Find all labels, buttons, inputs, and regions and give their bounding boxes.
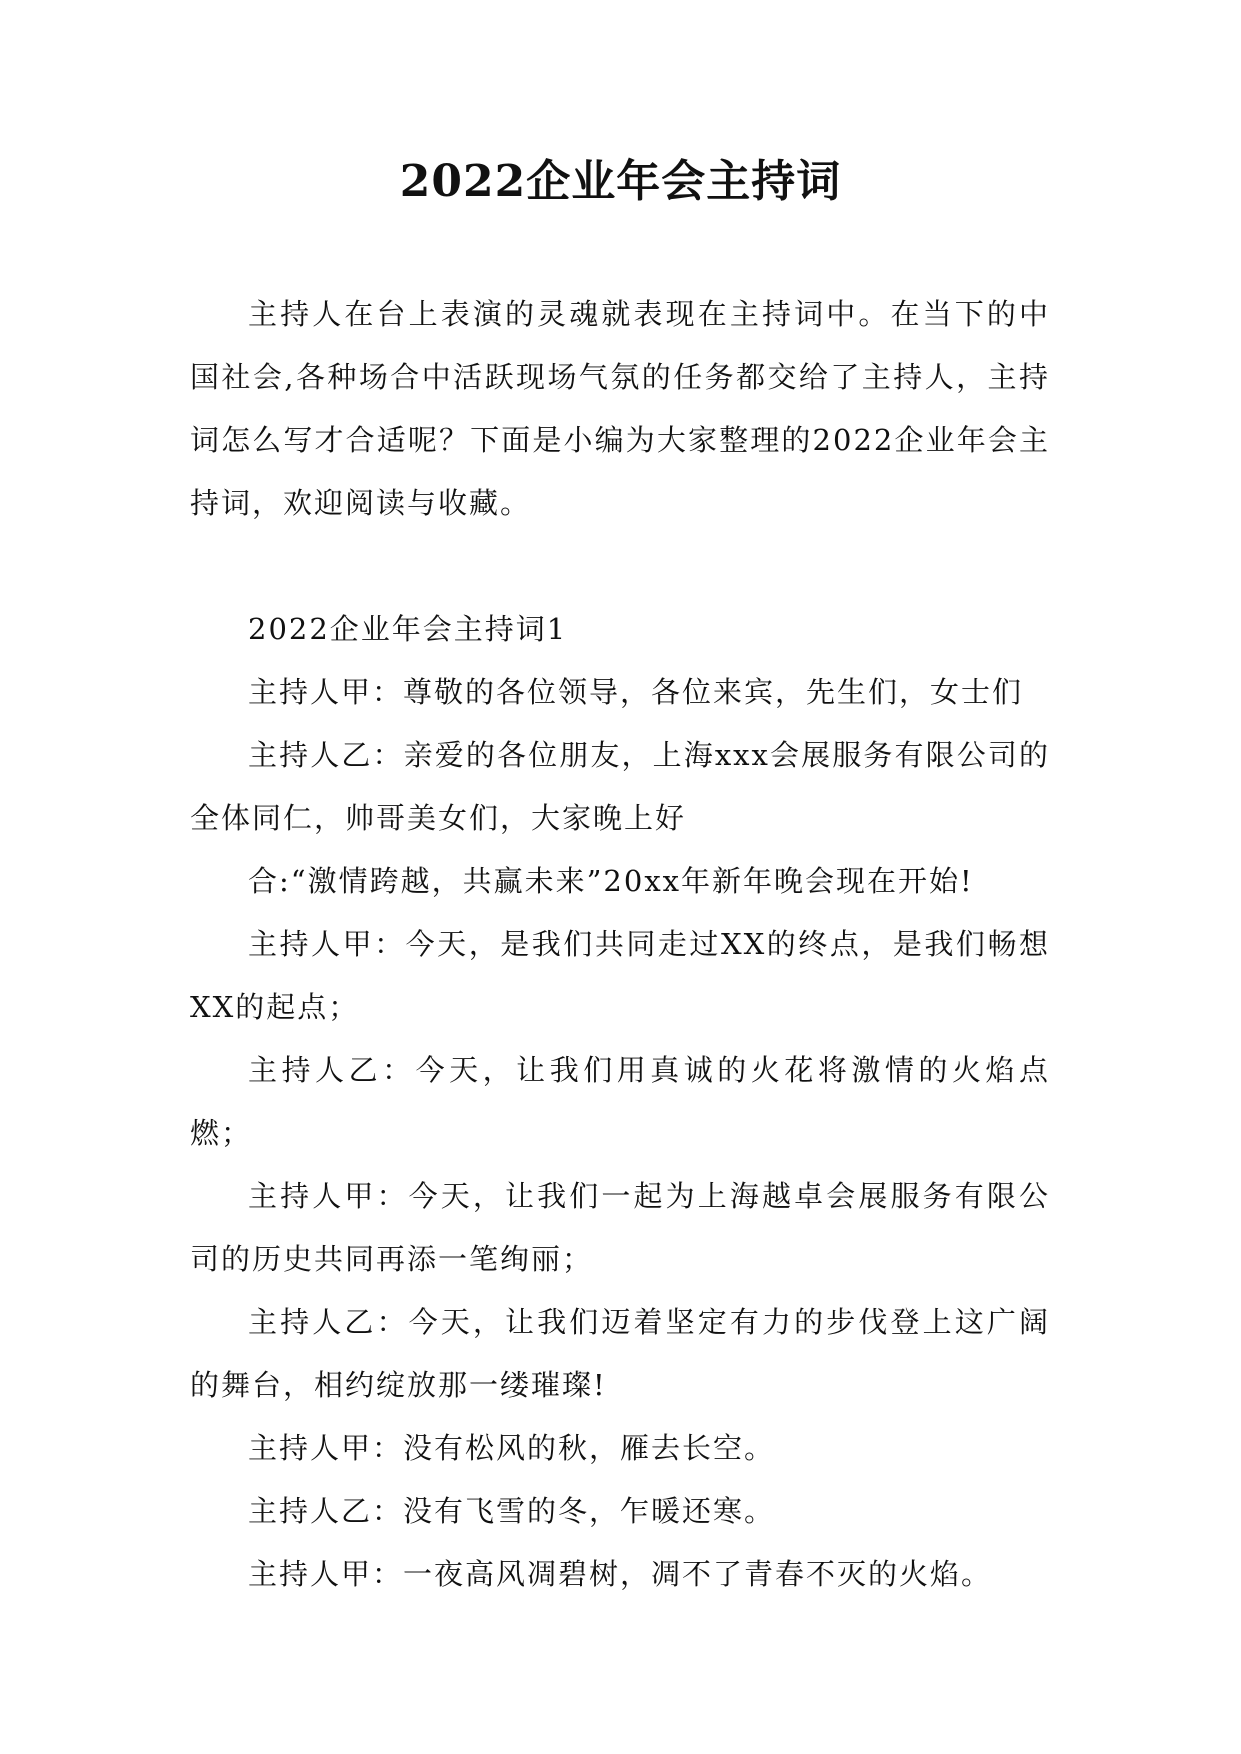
dialogue-line: 主持人乙：没有飞雪的冬，乍暖还寒。 [248,1494,776,1528]
section-heading: 2022企业年会主持词1 [248,612,568,646]
document-title: 2022企业年会主持词 [399,156,842,207]
dialogue-line: 主持人甲：今天，是我们共同走过XX的终点，是我们畅想XX的起点； [190,927,1050,1024]
dialogue-line: 主持人甲：今天，让我们一起为上海越卓会展服务有限公司的历史共同再添一笔绚丽； [190,1179,1050,1276]
dialogue-line: 主持人甲：尊敬的各位领导，各位来宾，先生们，女士们 [248,675,1024,709]
intro-paragraph: 主持人在台上表演的灵魂就表现在主持词中。在当下的中国社会,各种场合中活跃现场气氛的任务都交给了主持人，主持词怎么写才合适呢？下面是小编为大家整理的2022企业年会主持词，欢迎阅读与收藏。 [190,297,1050,520]
dialogue-line: 主持人乙：今天，让我们用真诚的火花将激情的火焰点燃； [190,1053,1050,1150]
dialogue-line: 合:“激情跨越，共赢未来”20xx年新年晚会现在开始! [248,864,974,898]
dialogue-line: 主持人乙：今天，让我们迈着坚定有力的步伐登上这广阔的舞台，相约绽放那一缕璀璨! [190,1305,1050,1402]
dialogue-line: 主持人甲：一夜高风凋碧树，凋不了青春不灭的火焰。 [248,1557,993,1591]
dialogue-line: 主持人甲：没有松风的秋，雁去长空。 [248,1431,776,1465]
paragraph-spacer [190,535,1050,598]
document-body [190,283,1050,1606]
dialogue-line: 主持人乙：亲爱的各位朋友，上海xxx会展服务有限公司的全体同仁，帅哥美女们，大家晚上好 [190,738,1050,835]
